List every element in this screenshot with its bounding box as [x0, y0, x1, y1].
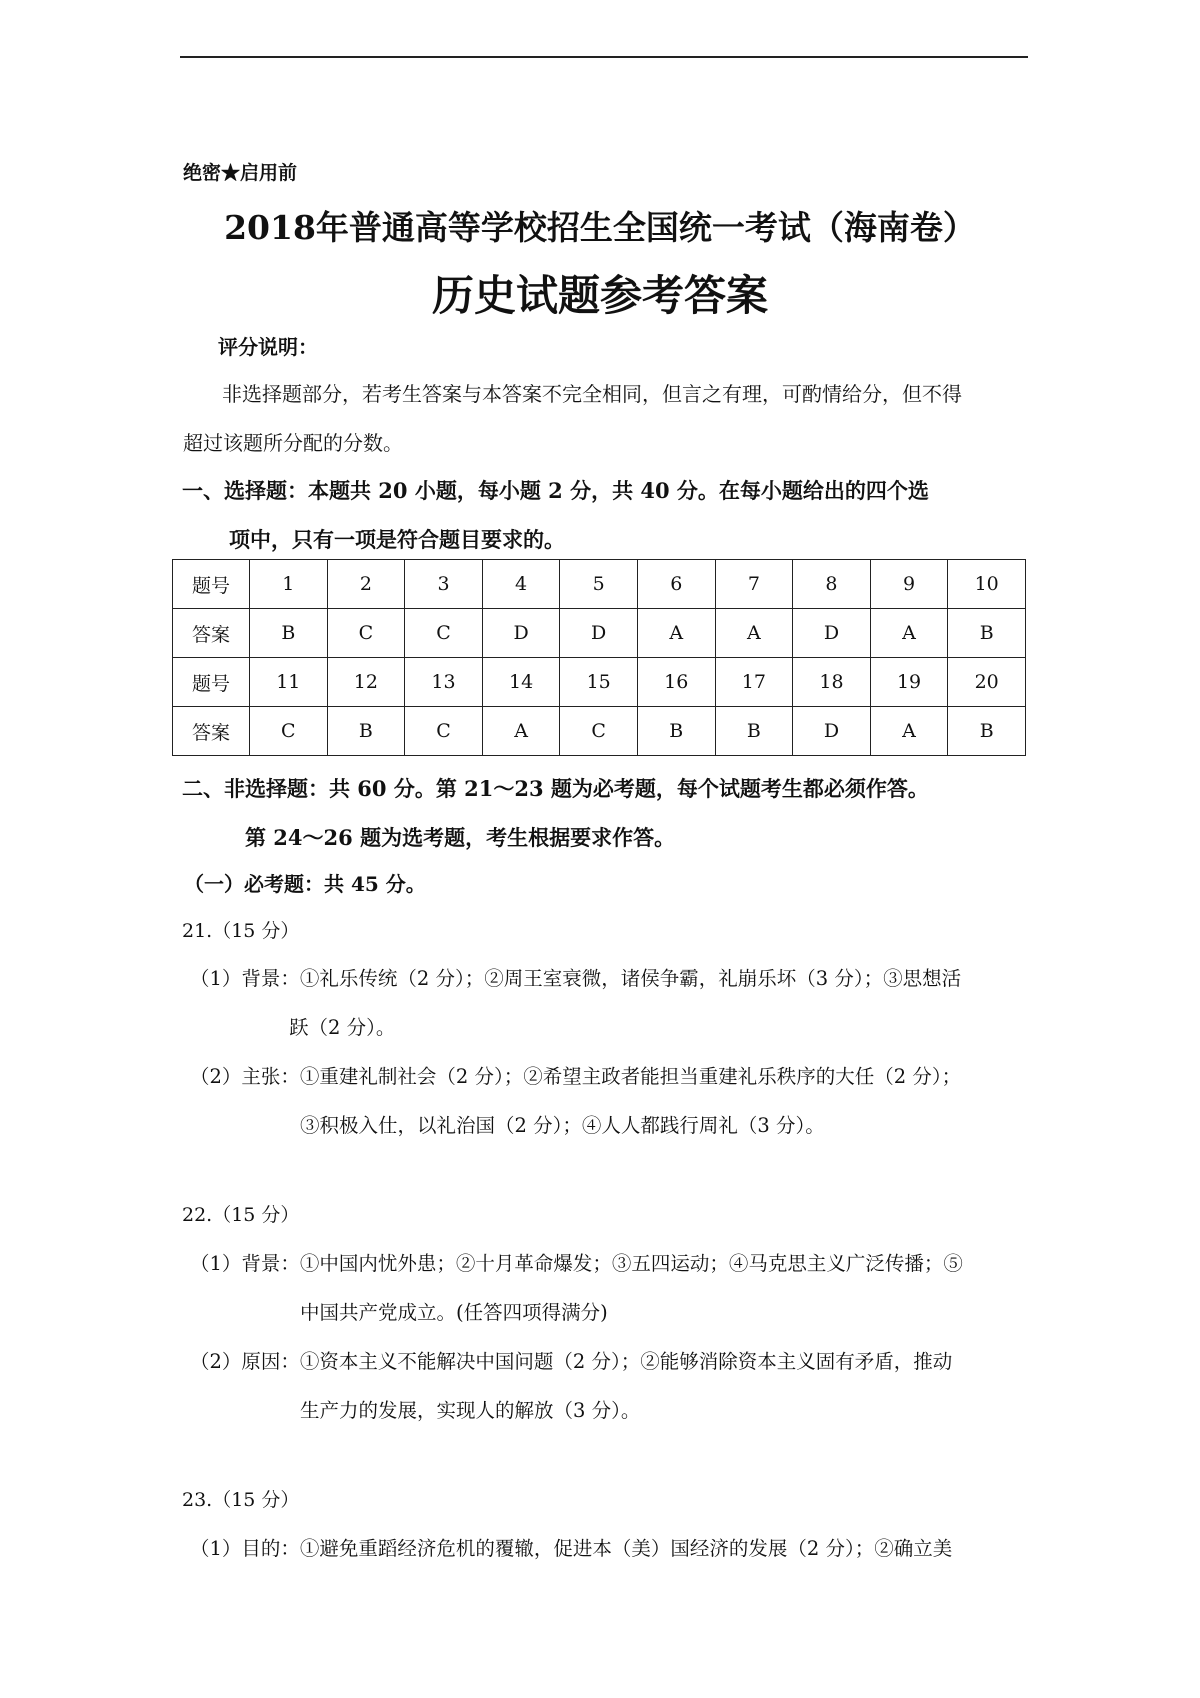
answer-cell: C [560, 707, 638, 756]
document-title: 历史试题参考答案 [431, 271, 768, 320]
q23-answer1-line1: （1）目的：①避免重蹈经济危机的覆辙，促进本（美）国经济的发展（2 分）；②确立美 [190, 1537, 953, 1560]
answer-cell: B [948, 707, 1026, 756]
answer-cell: A [870, 609, 948, 658]
q21-answer2-line2: ③积极入仕，以礼治国（2 分）；④人人都践行周礼（3 分）。 [300, 1114, 825, 1137]
answer-cell: A [637, 609, 715, 658]
answer-cell: B [715, 707, 793, 756]
q23-header: 23.（15 分） [182, 1489, 300, 1511]
question-number: 3 [405, 560, 483, 609]
scoring-text-line1: 非选择题部分，若考生答案与本答案不完全相同，但言之有理，可酌情给分，但不得 [222, 382, 962, 406]
question-number: 16 [637, 658, 715, 707]
question-number: 1 [250, 560, 328, 609]
question-number: 5 [560, 560, 638, 609]
answer-table [172, 559, 1026, 756]
question-number: 18 [793, 658, 871, 707]
section2-heading-line1: 二、非选择题：共 60 分。第 21～23 题为必考题，每个试题考生都必须作答。 [182, 776, 929, 801]
answer-cell: D [482, 609, 560, 658]
answer-cell: B [948, 609, 1026, 658]
answer-cell: D [793, 609, 871, 658]
answer-cell: C [405, 707, 483, 756]
q21-answer2-line1: （2）主张：①重建礼制社会（2 分）；②希望主政者能担当重建礼乐秩序的大任（2 分）； [190, 1065, 962, 1088]
exam-title: 2018年普通高等学校招生全国统一考试（海南卷） [224, 208, 976, 247]
question-number: 13 [405, 658, 483, 707]
section1-heading-line2: 项中，只有一项是符合题目要求的。 [229, 527, 565, 552]
question-number: 9 [870, 560, 948, 609]
row-label: 答案 [173, 609, 250, 658]
question-number: 6 [637, 560, 715, 609]
question-number: 2 [327, 560, 405, 609]
header-rule [180, 56, 1028, 58]
scoring-heading: 评分说明： [218, 335, 318, 359]
q21-header: 21.（15 分） [182, 920, 300, 942]
row-label: 题号 [173, 658, 250, 707]
question-number: 19 [870, 658, 948, 707]
question-number: 14 [482, 658, 560, 707]
question-number: 11 [250, 658, 328, 707]
question-number: 20 [948, 658, 1026, 707]
answer-cell: B [637, 707, 715, 756]
table-row [173, 707, 1026, 756]
question-number: 7 [715, 560, 793, 609]
answer-cell: D [793, 707, 871, 756]
answer-cell: A [870, 707, 948, 756]
question-number: 4 [482, 560, 560, 609]
answer-cell: D [560, 609, 638, 658]
answer-cell: A [715, 609, 793, 658]
confidential-mark: 绝密★启用前 [183, 162, 298, 184]
q22-answer1-line1: （1）背景：①中国内忧外患；②十月革命爆发；③五四运动；④马克思主义广泛传播；⑤ [190, 1252, 963, 1275]
row-label: 题号 [173, 560, 250, 609]
answer-cell: C [327, 609, 405, 658]
table-row [173, 658, 1026, 707]
answer-cell: B [250, 609, 328, 658]
question-number: 10 [948, 560, 1026, 609]
q22-answer2-line2: 生产力的发展，实现人的解放（3 分）。 [300, 1399, 641, 1422]
table-row [173, 609, 1026, 658]
scoring-text-line2: 超过该题所分配的分数。 [183, 431, 403, 455]
section1-heading-line1: 一、选择题：本题共 20 小题，每小题 2 分，共 40 分。在每小题给出的四个选 [182, 478, 929, 503]
required-section-heading: （一）必考题：共 45 分。 [184, 872, 426, 896]
answer-cell: C [405, 609, 483, 658]
q22-answer1-line2: 中国共产党成立。(任答四项得满分) [300, 1301, 608, 1324]
question-number: 15 [560, 658, 638, 707]
answer-cell: B [327, 707, 405, 756]
table-row [173, 560, 1026, 609]
row-label: 答案 [173, 707, 250, 756]
q21-answer1-line2: 跃（2 分）。 [289, 1016, 396, 1039]
q22-header: 22.（15 分） [182, 1204, 300, 1226]
answer-cell: A [482, 707, 560, 756]
question-number: 8 [793, 560, 871, 609]
question-number: 17 [715, 658, 793, 707]
answer-cell: C [250, 707, 328, 756]
section2-heading-line2: 第 24～26 题为选考题，考生根据要求作答。 [245, 825, 676, 850]
question-number: 12 [327, 658, 405, 707]
q22-answer2-line1: （2）原因：①资本主义不能解决中国问题（2 分）；②能够消除资本主义固有矛盾，推动 [190, 1350, 953, 1373]
q21-answer1-line1: （1）背景：①礼乐传统（2 分）；②周王室衰微，诸侯争霸，礼崩乐坏（3 分）；③思想活 [190, 967, 962, 990]
